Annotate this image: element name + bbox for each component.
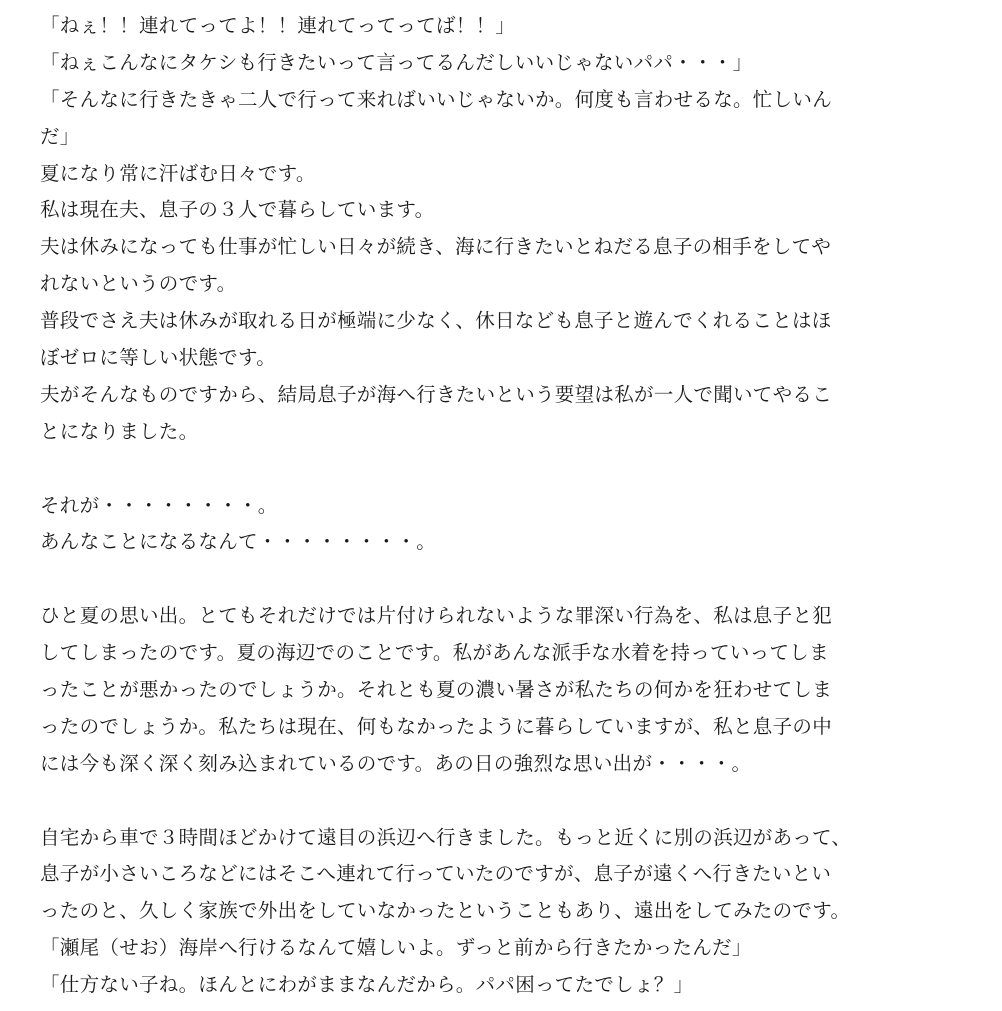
- blank-line: [40, 451, 920, 488]
- text-line: 夏になり常に汗ばむ日々です。: [40, 161, 316, 185]
- text-line: だ」: [40, 124, 80, 148]
- text-line: れないというのです。: [40, 272, 237, 296]
- text-line: 「仕方ない子ね。ほんとにわがままなんだから。パパ困ってたでしょ？」: [40, 973, 694, 997]
- text-line: 普段でさえ夫は休みが取れる日が極端に少なく、休日なども息子と遊んでくれることはほ: [40, 309, 832, 333]
- text-line: ぼゼロに等しい状態です。: [40, 346, 277, 370]
- text-line: ひと夏の思い出。とてもそれだけでは片付けられないような罪深い行為を、私は息子と犯: [40, 604, 832, 628]
- blank-line: [40, 561, 920, 598]
- text-line: ったのと、久しく家族で外出をしていなかったということもあり、遠出をしてみたのです。: [40, 899, 851, 923]
- text-line: あんなことになるなんて・・・・・・・・。: [40, 530, 437, 554]
- text-line: 「ねぇ！！連れてってよ！！連れてってってば！！」: [40, 14, 516, 37]
- text-line: ったことが悪かったのでしょうか。それとも夏の濃い暑さが私たちの何かを狂わせてしま: [40, 678, 832, 702]
- text-line: 息子が小さいころなどにはそこへ連れて行っていたのですが、息子が遠くへ行きたいとい: [40, 862, 832, 886]
- text-line: それが・・・・・・・・。: [40, 493, 278, 517]
- text-line: には今も深く深く刻み込まれているのです。あの日の強烈な思い出が・・・・。: [40, 751, 752, 775]
- text-line: 「ねぇこんなにタケシも行きたいって言ってるんだしいいじゃないパパ・・・」: [40, 50, 753, 74]
- text-line: 自宅から車で３時間ほどかけて遠目の浜辺へ行きました。もっと近くに別の浜辺があって、: [40, 825, 852, 849]
- text-line: 「そんなに行きたきゃ二人で行って来ればいいじゃないか。何度も言わせるな。忙しいん: [40, 87, 833, 111]
- document-body: [40, 8, 920, 1004]
- text-line: とになりました。: [40, 419, 199, 443]
- text-line: 夫は休みになっても仕事が忙しい日々が続き、海に行きたいとねだる息子の相手をしてや: [40, 235, 832, 259]
- text-line: ったのでしょうか。私たちは現在、何もなかったように暮らしていますが、私と息子の中: [40, 714, 832, 738]
- text-line: してしまったのです。夏の海辺でのことです。私があんな派手な水着を持っていってしま: [40, 641, 829, 665]
- text-line: 「瀬尾（せお）海岸へ行けるなんて嬉しいよ。ずっと前から行きたかったんだ」: [40, 936, 752, 960]
- text-line: 私は現在夫、息子の３人で暮らしています。: [40, 198, 435, 222]
- text-line: 夫がそんなものですから、結局息子が海へ行きたいという要望は私が一人で聞いてやるこ: [40, 382, 832, 406]
- blank-line: [40, 783, 920, 820]
